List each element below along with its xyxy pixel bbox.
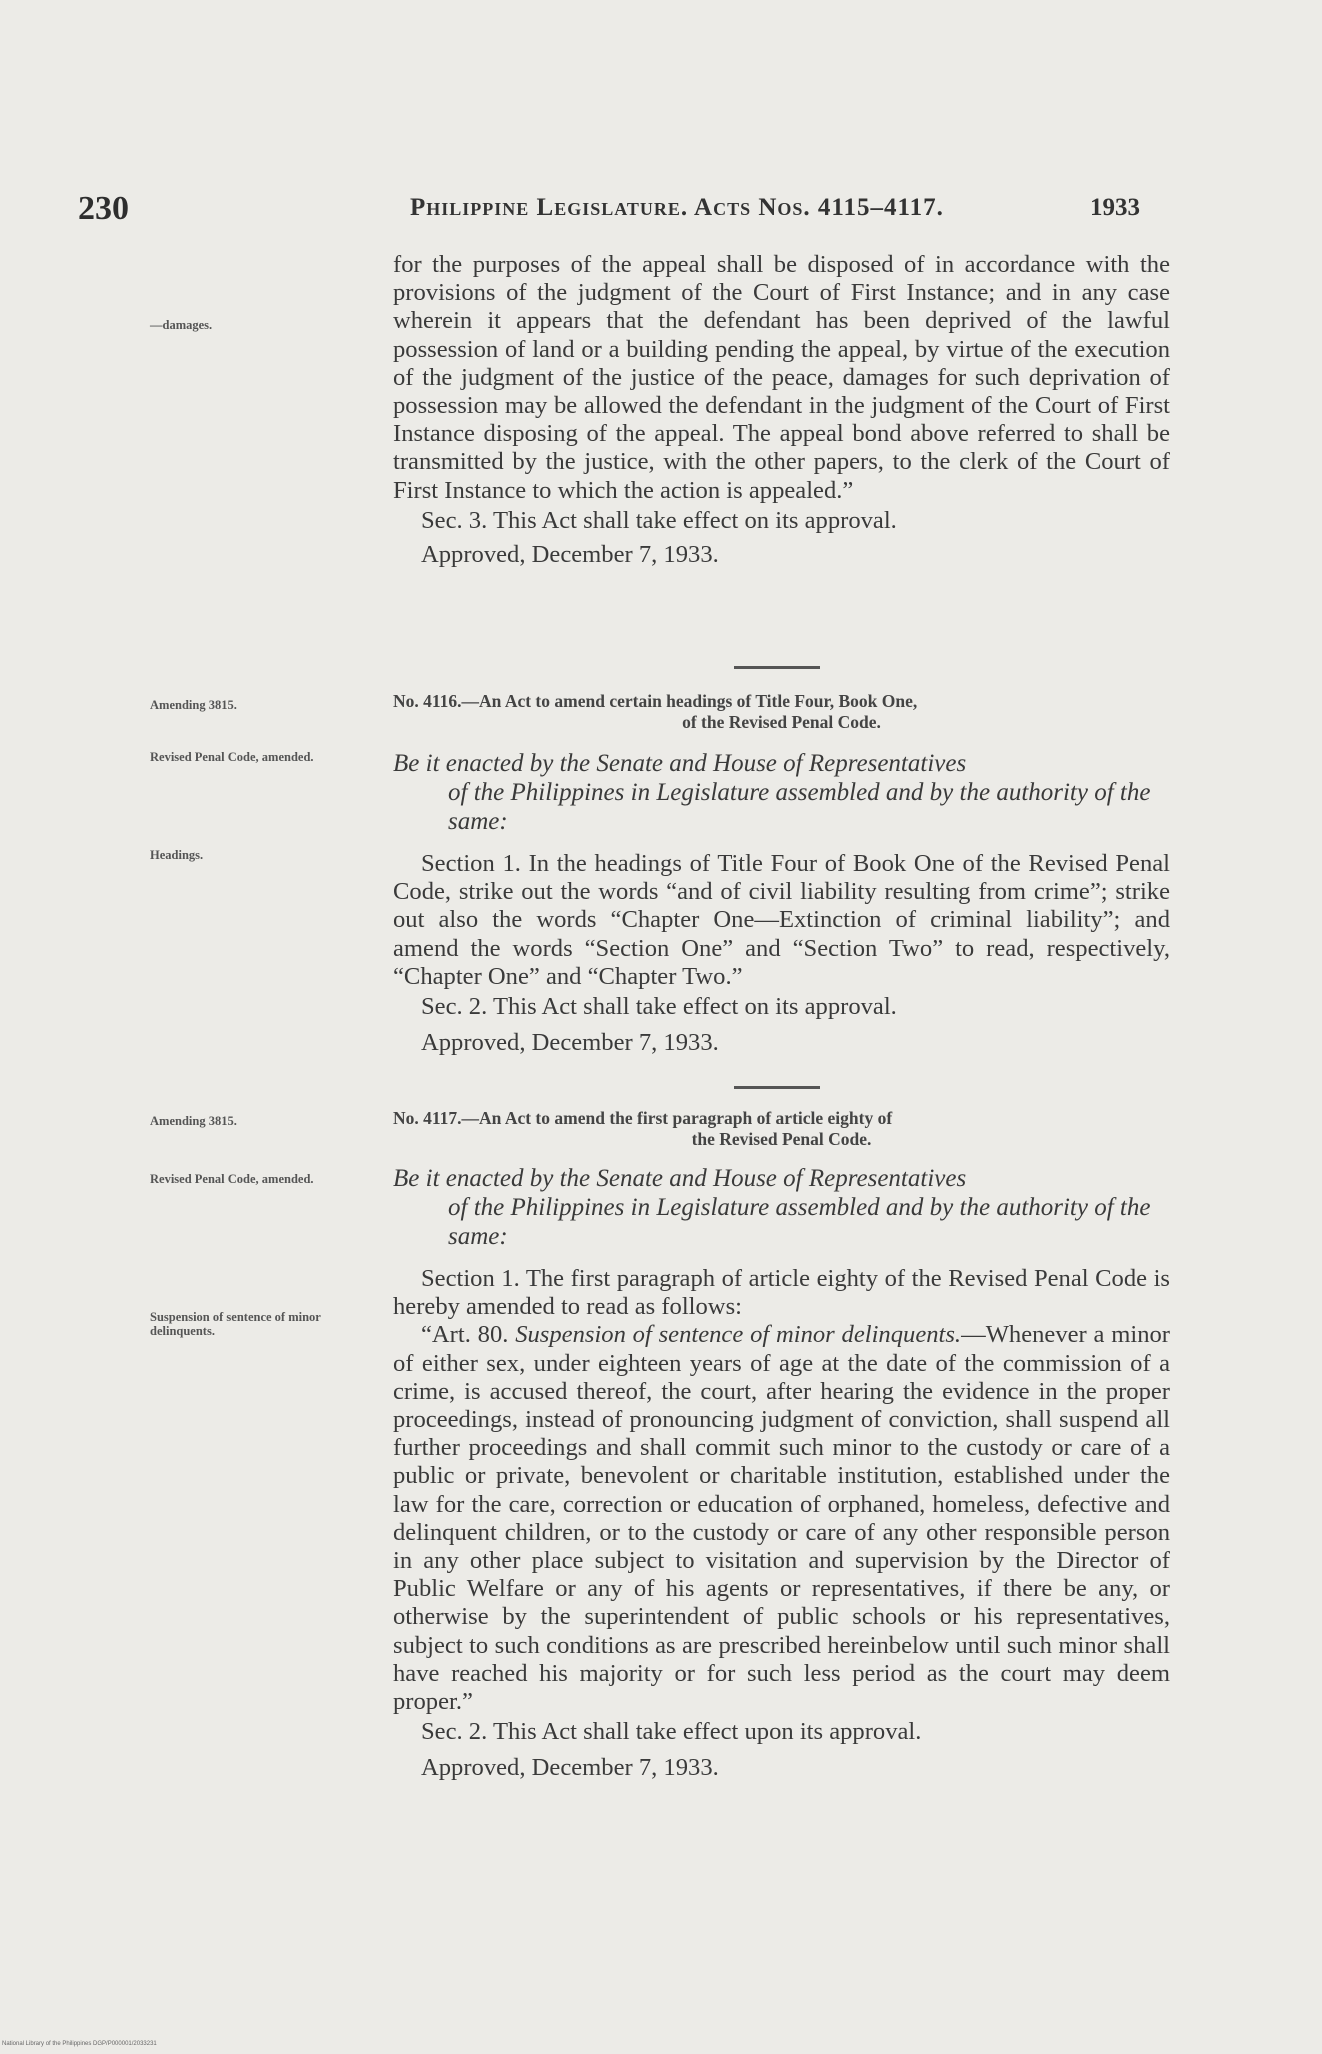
page-header xyxy=(0,190,1322,240)
act-4117 xyxy=(393,1108,1170,1782)
act-4117-approved: Approved, December 7, 1933. xyxy=(421,1754,719,1782)
act-4116 xyxy=(393,691,1170,1057)
act-4116-section1: Section 1. In the headings of Title Four of Book One of the Revised Penal Code, strike out the words “and of civil liability resulting from crime”; strike out also the words “Chapter One—Extinction of criminal liability”; and amend the words “Section One” and “Section Two” to read, respectively, “Chapter One” and “Chapter Two.” xyxy=(393,850,1170,990)
act-4116-enacting-clause xyxy=(393,749,1170,836)
act-4117-article-80 xyxy=(393,1321,1170,1716)
act-4116-enact-rest: of the Philippines in Legislature assembled and by the authority of the same: xyxy=(448,779,1151,835)
margin-note-revised-4116: Revised Penal Code, amended. xyxy=(150,750,314,764)
act-4115-approved: Approved, December 7, 1933. xyxy=(421,540,719,568)
act-4116-approved: Approved, December 7, 1933. xyxy=(421,1029,719,1057)
act-4115-text: for the purposes of the appeal shall be disposed of in accordance with the provisions of the judgment of the Court of First Instance; and in any case wherein it appears that the defendant has been deprived of the lawful possession of land or a building pending the appeal, by virtue of the execution of the judgment of the justice of the peace, damages for such deprivation of possession may be allowed the defendant in the judgment of the Court of First Instance disposing of the appeal. The appeal bond above referred to shall be transmitted by the justice, with the other papers, to the clerk of the Court of First Instance to which the action is appealed.” xyxy=(393,251,1170,504)
art80-heading: Suspension of sentence of minor delinquents. xyxy=(515,1321,962,1349)
act-4116-title: No. 4116.—An Act to amend certain headings of Title Four, Book One, xyxy=(393,691,918,711)
act-4115-sec3: Sec. 3. This Act shall take effect on its approval. xyxy=(421,506,897,534)
act-4117-enact-line1: Be it enacted by the Senate and House of Representatives xyxy=(393,1165,967,1192)
art80-text: —Whenever a minor of either sex, under eighteen years of age at the date of the commission of a crime, is accused thereof, the court, after hearing the evidence in the proper proceedings, instead of pronouncing judgment of conviction, shall suspend all further proceedings and shall commit such minor to the custody or care of a public or private, benevolent or charitable institution, established under the law for the care, correction or education of orphaned, homeless, defective and delinquent children, or to the custody or care of any other responsible person in any other place subject to visitation and supervision by the Director of Public Welfare or any of his agents or representatives, if there be any, or otherwise by the superintendent of public schools or his representatives, subject to such conditions as are prescribed hereinbelow until such minor shall have reached his majority or for such less period as the court may deem proper.” xyxy=(393,1321,1170,1716)
act-4117-section1: Section 1. The first paragraph of article eighty of the Revised Penal Code is hereby amended to read as follows: xyxy=(393,1265,1170,1321)
running-head: Philippine Legislature. Acts Nos. 4115–4117. xyxy=(410,194,944,221)
act-4117-title-cont: the Revised Penal Code. xyxy=(691,1129,872,1149)
art80-lead: “Art. 80. xyxy=(421,1321,516,1349)
margin-note-amending-4116: Amending 3815. xyxy=(150,698,237,712)
act-4116-title-cont: of the Revised Penal Code. xyxy=(682,712,881,732)
act-4117-enacting-clause xyxy=(393,1164,1170,1251)
margin-note-amending-4117: Amending 3815. xyxy=(150,1114,237,1128)
section-divider xyxy=(734,666,820,669)
margin-note-suspension: Suspension of sentence of minor delinquents. xyxy=(150,1310,321,1338)
act-4117-enact-rest: of the Philippines in Legislature assembled and by the authority of the same: xyxy=(448,1194,1151,1250)
header-year: 1933 xyxy=(1090,194,1140,221)
page-number: 230 xyxy=(78,190,129,227)
margin-note-headings: Headings. xyxy=(150,848,204,862)
act-4116-enact-line1: Be it enacted by the Senate and House of Representatives xyxy=(393,750,967,777)
act-4117-title: No. 4117.—An Act to amend the first paragraph of article eighty of xyxy=(393,1108,893,1128)
library-stamp: National Library of the Philippines DGP/P000001/2033231 xyxy=(2,2041,157,2047)
margin-note-revised-4117: Revised Penal Code, amended. xyxy=(150,1172,314,1186)
act-4117-sec2: Sec. 2. This Act shall take effect upon its approval. xyxy=(421,1718,922,1746)
act-4115-end xyxy=(393,251,1170,569)
margin-note-damages: —damages. xyxy=(150,318,213,332)
section-divider xyxy=(734,1086,820,1089)
act-4116-sec2: Sec. 2. This Act shall take effect on its approval. xyxy=(421,993,897,1021)
